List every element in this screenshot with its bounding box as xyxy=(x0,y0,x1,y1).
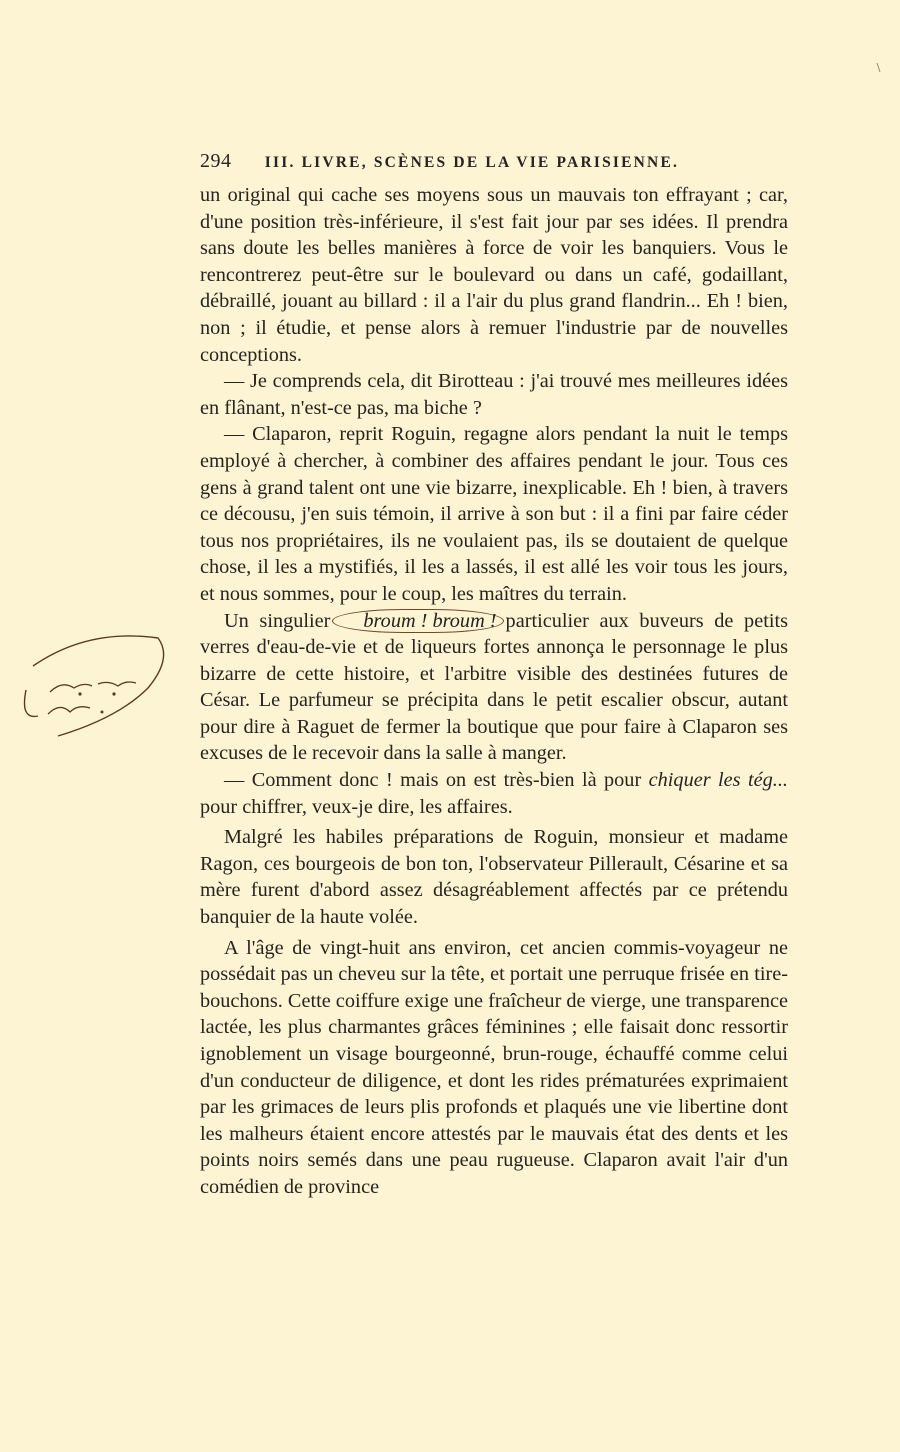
paragraph xyxy=(200,767,788,820)
paragraph: — Claparon, reprit Roguin, regagne alors pendant la nuit le temps employé à chercher, à combiner des affaires pendant le jour. Tous ces gens à grand talent ont une vie bizarre, inexplicable. Eh ! bien, à travers ce décousu, j'en suis témoin, il arrive à son but : il a fini par faire céder tous nos propriétaires, ils ne voulaient pas, ils se doutaient de quelque chose, il les a mystifiés, il les a lassés, il est allé les voir tous les jours, et nous sommes, pour le coup, les maîtres du terrain. xyxy=(200,423,788,605)
paragraph: A l'âge de vingt-huit ans environ, cet ancien commis-voyageur ne possédait pas un cheveu sur la tête, et portait une perruque frisée en tire-bouchons. Cette coiffure exige une fraîcheur de vierge, une transparence lactée, les plus charmantes grâces féminines ; elle faisait donc ressortir ignoblement un visage bourgeonné, brun-rouge, échauffé comme celui d'un conducteur de diligence, et dont les rides prématurées exprimaient par les grimaces de leurs plis profonds et plaqués une vie libertine dont les malheurs étaient encore attestés par le mauvais état des dents et les points noirs semés dans une peau rugueuse. Claparon avait l'air d'un comédien de province xyxy=(200,936,788,1198)
paragraph: — Je comprends cela, dit Birotteau : j'ai trouvé mes meilleures idées en flânant, n'est-ce pas, ma biche ? xyxy=(200,370,788,419)
italic-phrase: chiquer les tég... xyxy=(648,769,788,792)
pencil-mark xyxy=(874,62,884,74)
paragraph: un original qui cache ses moyens sous un mauvais ton effrayant ; car, d'une position très-inférieure, il s'est fait jour par ses idées. Il prendra sans doute les belles manières à force de voir les banquiers. Vous le rencontrerez peut-être sur le boulevard ou dans un café, godaillant, débraillé, jouant au billard : il a l'air du plus grand flandrin... Eh ! bien, non ; il étudie, et pense alors à remuer l'industrie par de nouvelles conceptions. xyxy=(200,184,788,366)
paragraph: Malgré les habiles préparations de Roguin, monsieur et madame Ragon, ces bourgeois de bon ton, l'observateur Pillerault, Césarine et sa mère furent d'abord assez désagréablement affectés par ce prétendu banquier de la haute volée. xyxy=(200,826,788,929)
paragraph-text: — Comment donc ! mais on est très-bien là pour xyxy=(224,769,642,792)
body-text xyxy=(200,182,788,1201)
running-title: III. LIVRE, SCÈNES DE LA VIE PARISIENNE. xyxy=(264,154,680,171)
paragraph-text: particulier aux buveurs de petits verres d'eau-de-vie et de liqueurs fortes annonça le personnage le plus bizarre de cette histoire, et l'arbitre visible des destinées futures de César. Le parfumeur se précipita dans le petit escalier obscur, autant pour dire à Raguet de fermer la boutique que pour faire à Claparon ses excuses de le recevoir dans la salle à manger. xyxy=(200,609,788,765)
margin-handwritten-annotation xyxy=(18,628,178,748)
running-header xyxy=(200,150,790,173)
paragraph-text: Un singulier xyxy=(224,609,331,632)
circled-annotation: broum ! broum ! xyxy=(332,609,503,633)
paragraph-with-annotation xyxy=(200,608,788,768)
paragraph-text: pour chiffrer, veux-je dire, les affaires. xyxy=(200,795,513,818)
page-number: 294 xyxy=(200,150,232,172)
